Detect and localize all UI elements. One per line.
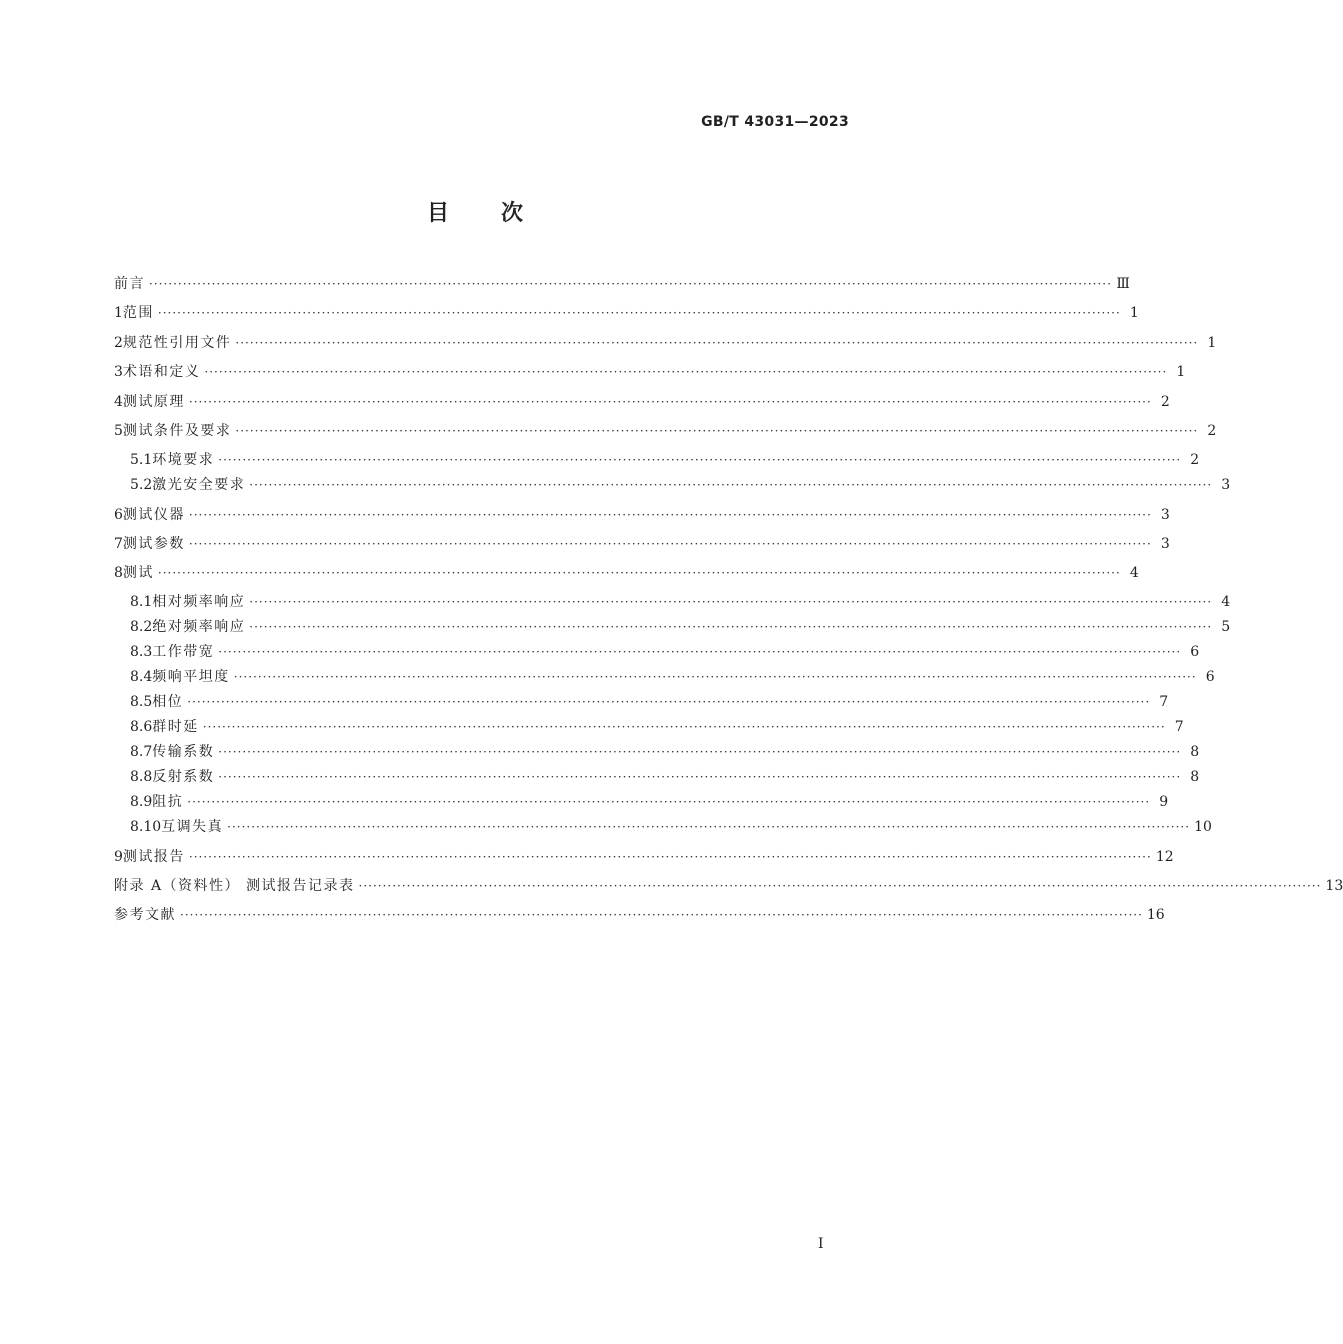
toc-entry[interactable] <box>114 564 1139 582</box>
leader-dots: ········································································································································································································ <box>249 478 1213 492</box>
toc-entry[interactable] <box>114 848 1174 866</box>
standard-code: GB/T 43031—2023 <box>701 114 849 130</box>
toc-entry[interactable] <box>130 693 1169 711</box>
toc-entry[interactable] <box>130 768 1200 786</box>
toc-entry-number: 5.1 <box>130 452 153 468</box>
toc-entry[interactable] <box>130 593 1231 611</box>
toc-entry-page: 3 <box>1160 507 1170 523</box>
toc-title: 目次 <box>426 201 575 226</box>
leader-dots: ········································································································································································································ <box>180 908 1143 922</box>
toc-entry-label: 阻抗 <box>152 794 184 810</box>
toc-entry-label: 相位 <box>152 694 184 710</box>
toc-entry-label: 测试原理 <box>122 394 185 410</box>
toc-entry[interactable] <box>114 393 1170 411</box>
toc-entry-label: 绝对频率响应 <box>152 619 246 635</box>
toc-entry-number: 8.7 <box>130 744 153 760</box>
toc-entry[interactable] <box>114 506 1170 524</box>
toc-entry-label: 频响平坦度 <box>152 669 230 685</box>
leader-dots: ········································································································································································································ <box>157 306 1121 320</box>
toc-entry[interactable] <box>114 275 1130 293</box>
leader-dots: ········································································································································································································ <box>218 645 1182 659</box>
toc-entry-number: 8.9 <box>130 794 153 810</box>
toc-entry-number: 7 <box>114 536 123 552</box>
toc-entry-page: 16 <box>1146 907 1165 923</box>
leader-dots: ········································································································································································································ <box>149 277 1112 291</box>
leader-dots: ········································································································································································································ <box>188 508 1152 522</box>
toc-entry-label: 测试报告 <box>122 849 185 865</box>
leader-dots: ········································································································································································································ <box>157 566 1121 580</box>
leader-dots: ········································································································································································································ <box>235 424 1199 438</box>
toc-entry[interactable] <box>114 906 1165 924</box>
toc-entry-number: 1 <box>114 305 123 321</box>
toc-entry-page: 3 <box>1221 477 1231 493</box>
toc-entry-page: 10 <box>1194 819 1212 835</box>
toc-entry-number: 8.3 <box>130 644 153 660</box>
toc-entry-label: 术语和定义 <box>122 364 201 380</box>
toc-entry-number: 8.5 <box>130 694 153 710</box>
toc-entry-number: 8.2 <box>130 619 153 635</box>
leader-dots: ········································································································································································································ <box>235 336 1199 350</box>
toc-entry[interactable] <box>130 618 1231 636</box>
leader-dots: ········································································································································································································ <box>218 770 1182 784</box>
toc-entry-page: 3 <box>1160 536 1170 552</box>
toc-entry-label: 规范性引用文件 <box>122 335 232 351</box>
leader-dots: ········································································································································································································ <box>233 670 1197 684</box>
toc-entry-page: 9 <box>1159 794 1169 810</box>
toc-entry-label: 反射系数 <box>152 769 215 785</box>
toc-entry-label: 参考文献 <box>114 907 176 923</box>
leader-dots: ········································································································································································································ <box>249 595 1213 609</box>
toc-entry-page: 7 <box>1159 694 1169 710</box>
toc-entry-number: 8.4 <box>130 669 153 685</box>
toc-entry-number: 8 <box>114 565 123 581</box>
toc-entry-page: 1 <box>1176 364 1186 380</box>
leader-dots: ········································································································································································································ <box>227 820 1191 834</box>
leader-dots: ········································································································································································································ <box>218 745 1182 759</box>
toc-entry-number: 3 <box>114 364 123 380</box>
toc-entry-page: 8 <box>1190 769 1200 785</box>
toc-entry-page: 6 <box>1190 644 1200 660</box>
toc-entry-page: 2 <box>1190 452 1200 468</box>
leader-dots: ········································································································································································································ <box>188 850 1152 864</box>
toc-entry-page: Ⅲ <box>1116 276 1130 292</box>
toc-entry-label: 测试参数 <box>122 536 185 552</box>
toc-entry-label: 群时延 <box>152 719 199 735</box>
toc-entry[interactable] <box>130 643 1200 661</box>
leader-dots: ········································································································································································································ <box>358 879 1322 893</box>
toc-entry-label: 工作带宽 <box>152 644 215 660</box>
toc-entry-label: 互调失真 <box>161 819 224 835</box>
toc-entry-label: 范围 <box>122 305 154 321</box>
leader-dots: ········································································································································································································ <box>187 695 1151 709</box>
toc-entry[interactable] <box>130 668 1215 686</box>
toc-entry-label: 传输系数 <box>152 744 215 760</box>
toc-entry-page: 7 <box>1174 719 1184 735</box>
toc-entry-page: 8 <box>1190 744 1200 760</box>
toc-entry-label: 相对频率响应 <box>152 594 246 610</box>
toc-entry[interactable] <box>130 476 1231 494</box>
toc-entry[interactable] <box>114 535 1170 553</box>
leader-dots: ········································································································································································································ <box>204 365 1168 379</box>
toc-entry-number: 8.1 <box>130 594 153 610</box>
leader-dots: ········································································································································································································ <box>218 453 1182 467</box>
toc-entry-page: 12 <box>1155 849 1174 865</box>
toc-entry-number: 5 <box>114 423 123 439</box>
toc-entry-number: 4 <box>114 394 123 410</box>
toc-entry-page: 1 <box>1129 305 1139 321</box>
toc-entry[interactable] <box>130 743 1200 761</box>
page-number: Ⅰ <box>818 1236 824 1252</box>
toc-entry-label: 环境要求 <box>152 452 215 468</box>
toc-entry[interactable] <box>114 363 1186 381</box>
leader-dots: ········································································································································································································ <box>188 395 1152 409</box>
toc-entry-page: 2 <box>1160 394 1170 410</box>
toc-entry-label: 测试 <box>122 565 154 581</box>
toc-entry[interactable] <box>130 818 1212 836</box>
toc-entry-label: 前言 <box>114 276 145 292</box>
leader-dots: ········································································································································································································ <box>202 720 1166 734</box>
leader-dots: ········································································································································································································ <box>249 620 1213 634</box>
toc-entry-number: 8.8 <box>130 769 153 785</box>
toc-entry[interactable] <box>114 877 1343 895</box>
toc-entry-number: 9 <box>114 849 123 865</box>
toc-entry[interactable] <box>114 304 1139 322</box>
toc-entry-page: 1 <box>1207 335 1217 351</box>
toc-entry-label: 测试条件及要求 <box>122 423 232 439</box>
leader-dots: ········································································································································································································ <box>188 537 1152 551</box>
toc-entry-page: 4 <box>1221 594 1231 610</box>
toc-entry-page: 5 <box>1221 619 1231 635</box>
toc-entry-number: 5.2 <box>130 477 153 493</box>
toc-entry-page: 13 <box>1325 878 1343 894</box>
toc-entry-page: 6 <box>1205 669 1215 685</box>
toc-entry-label: 附录 A（资料性） 测试报告记录表 <box>114 878 355 894</box>
toc-entry-page: 2 <box>1207 423 1217 439</box>
toc-entry-number: 2 <box>114 335 123 351</box>
leader-dots: ········································································································································································································ <box>187 795 1151 809</box>
toc-entry-number: 6 <box>114 507 123 523</box>
toc-entry-label: 测试仪器 <box>122 507 185 523</box>
toc-entry[interactable] <box>130 793 1169 811</box>
toc-entry[interactable] <box>114 422 1217 440</box>
toc-entry-number: 8.10 <box>130 819 162 835</box>
toc-entry-label: 激光安全要求 <box>152 477 246 493</box>
toc-entry-number: 8.6 <box>130 719 153 735</box>
toc-entry-page: 4 <box>1129 565 1139 581</box>
toc-entry[interactable] <box>130 451 1200 469</box>
toc-entry[interactable] <box>130 718 1184 736</box>
toc-entry[interactable] <box>114 334 1217 352</box>
